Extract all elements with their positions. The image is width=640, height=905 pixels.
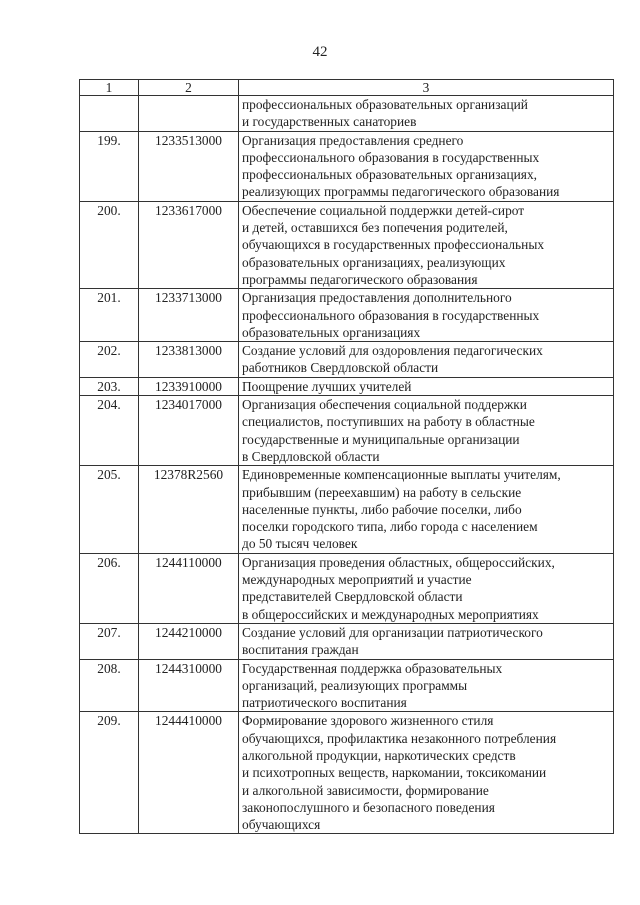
description-line: Создание условий для организации патриотического	[242, 624, 543, 640]
row-code: 1233813000	[139, 342, 239, 378]
row-description	[239, 659, 614, 712]
description-line: Организация проведения областных, общероссийских,	[242, 554, 555, 570]
row-code: 1233617000	[139, 201, 239, 288]
row-number	[80, 96, 139, 132]
row-code: 12378R2560	[139, 466, 239, 553]
row-description	[239, 466, 614, 553]
row-description	[239, 553, 614, 623]
description-line: Обеспечение социальной поддержки детей-сирот	[242, 202, 525, 218]
row-number: 205.	[80, 466, 139, 553]
description-line: алкогольной продукции, наркотических средств	[242, 747, 516, 763]
row-code: 1233713000	[139, 289, 239, 342]
table-row	[80, 131, 614, 201]
row-description	[239, 712, 614, 834]
description-line: профессионального образования в государственных	[242, 149, 540, 165]
description-line: Формирование здорового жизненного стиля	[242, 713, 494, 729]
description-line: образовательных организациях	[242, 324, 421, 340]
row-number: 208.	[80, 659, 139, 712]
table-row	[80, 396, 614, 466]
description-line: и государственных санаториев	[242, 114, 417, 130]
description-line: профессиональных образовательных организациях,	[242, 167, 537, 183]
description-line: патриотического воспитания	[242, 695, 407, 711]
description-line: профессиональных образовательных организаций	[242, 97, 528, 112]
column-header-3: 3	[239, 80, 614, 96]
description-line: в общероссийских и международных мероприятиях	[242, 606, 539, 622]
description-line: Поощрение лучших учителей	[242, 378, 412, 394]
description-line: прибывшим (переехавшим) на работу в сельские	[242, 484, 522, 500]
description-line: образовательных организациях, реализующих	[242, 254, 506, 270]
description-line: Государственная поддержка образовательных	[242, 660, 503, 676]
row-code: 1234017000	[139, 396, 239, 466]
row-description	[239, 96, 614, 132]
row-code: 1244210000	[139, 623, 239, 659]
description-line: работников Свердловской области	[242, 360, 439, 376]
description-line: Единовременные компенсационные выплаты учителям,	[242, 467, 561, 483]
row-code	[139, 96, 239, 132]
row-number: 209.	[80, 712, 139, 834]
description-line: обучающихся в государственных профессиональных	[242, 237, 545, 253]
description-line: международных мероприятий и участие	[242, 572, 472, 588]
description-line: организаций, реализующих программы	[242, 677, 468, 693]
row-code: 1233513000	[139, 131, 239, 201]
row-number: 207.	[80, 623, 139, 659]
row-description	[239, 623, 614, 659]
description-line: обучающихся, профилактика незаконного потребления	[242, 730, 557, 746]
description-line: представителей Свердловской области	[242, 589, 463, 605]
table-row	[80, 201, 614, 288]
row-code: 1244410000	[139, 712, 239, 834]
row-number: 204.	[80, 396, 139, 466]
description-line: Организация предоставления дополнительного	[242, 290, 512, 306]
column-header-2: 2	[139, 80, 239, 96]
description-line: профессионального образования в государственных	[242, 307, 540, 323]
description-line: населенные пункты, либо рабочие поселки, либо	[242, 501, 522, 517]
table-row	[80, 289, 614, 342]
table-row	[80, 377, 614, 395]
description-line: Создание условий для оздоровления педагогических	[242, 343, 543, 359]
row-description	[239, 131, 614, 201]
description-line: государственные и муниципальные организации	[242, 431, 520, 447]
description-line: воспитания граждан	[242, 642, 359, 658]
column-header-1: 1	[80, 80, 139, 96]
row-number: 201.	[80, 289, 139, 342]
row-description	[239, 342, 614, 378]
description-line: реализующих программы педагогического образования	[242, 184, 560, 200]
row-description	[239, 377, 614, 395]
description-line: и детей, оставшихся без попечения родителей,	[242, 220, 508, 236]
description-line: обучающихся	[242, 817, 321, 833]
description-line: до 50 тысяч человек	[242, 536, 358, 552]
table-row	[80, 623, 614, 659]
row-description	[239, 396, 614, 466]
description-line: Организация предоставления среднего	[242, 132, 464, 148]
row-code: 1244110000	[139, 553, 239, 623]
row-number: 203.	[80, 377, 139, 395]
table-row	[80, 342, 614, 378]
row-code: 1233910000	[139, 377, 239, 395]
row-number: 206.	[80, 553, 139, 623]
description-line: в Свердловской области	[242, 448, 380, 464]
page-number: 42	[312, 44, 328, 60]
table-row	[80, 466, 614, 553]
row-number: 202.	[80, 342, 139, 378]
description-line: Организация обеспечения социальной поддержки	[242, 397, 527, 413]
continuation-row	[80, 96, 614, 132]
description-line: и психотропных веществ, наркомании, токсикомании	[242, 765, 547, 781]
description-line: программы педагогического образования	[242, 271, 478, 287]
row-description	[239, 201, 614, 288]
budget-codes-table	[79, 79, 614, 834]
description-line: и алкогольной зависимости, формирование	[242, 782, 489, 798]
description-line: законопослушного и безопасного поведения	[242, 799, 495, 815]
row-number: 200.	[80, 201, 139, 288]
description-line: поселки городского типа, либо города с населением	[242, 519, 538, 535]
row-code: 1244310000	[139, 659, 239, 712]
row-description	[239, 289, 614, 342]
table-row	[80, 659, 614, 712]
row-number: 199.	[80, 131, 139, 201]
table-row	[80, 553, 614, 623]
table-row	[80, 712, 614, 834]
table-header-row	[80, 80, 614, 96]
description-line: специалистов, поступивших на работу в областные	[242, 414, 535, 430]
